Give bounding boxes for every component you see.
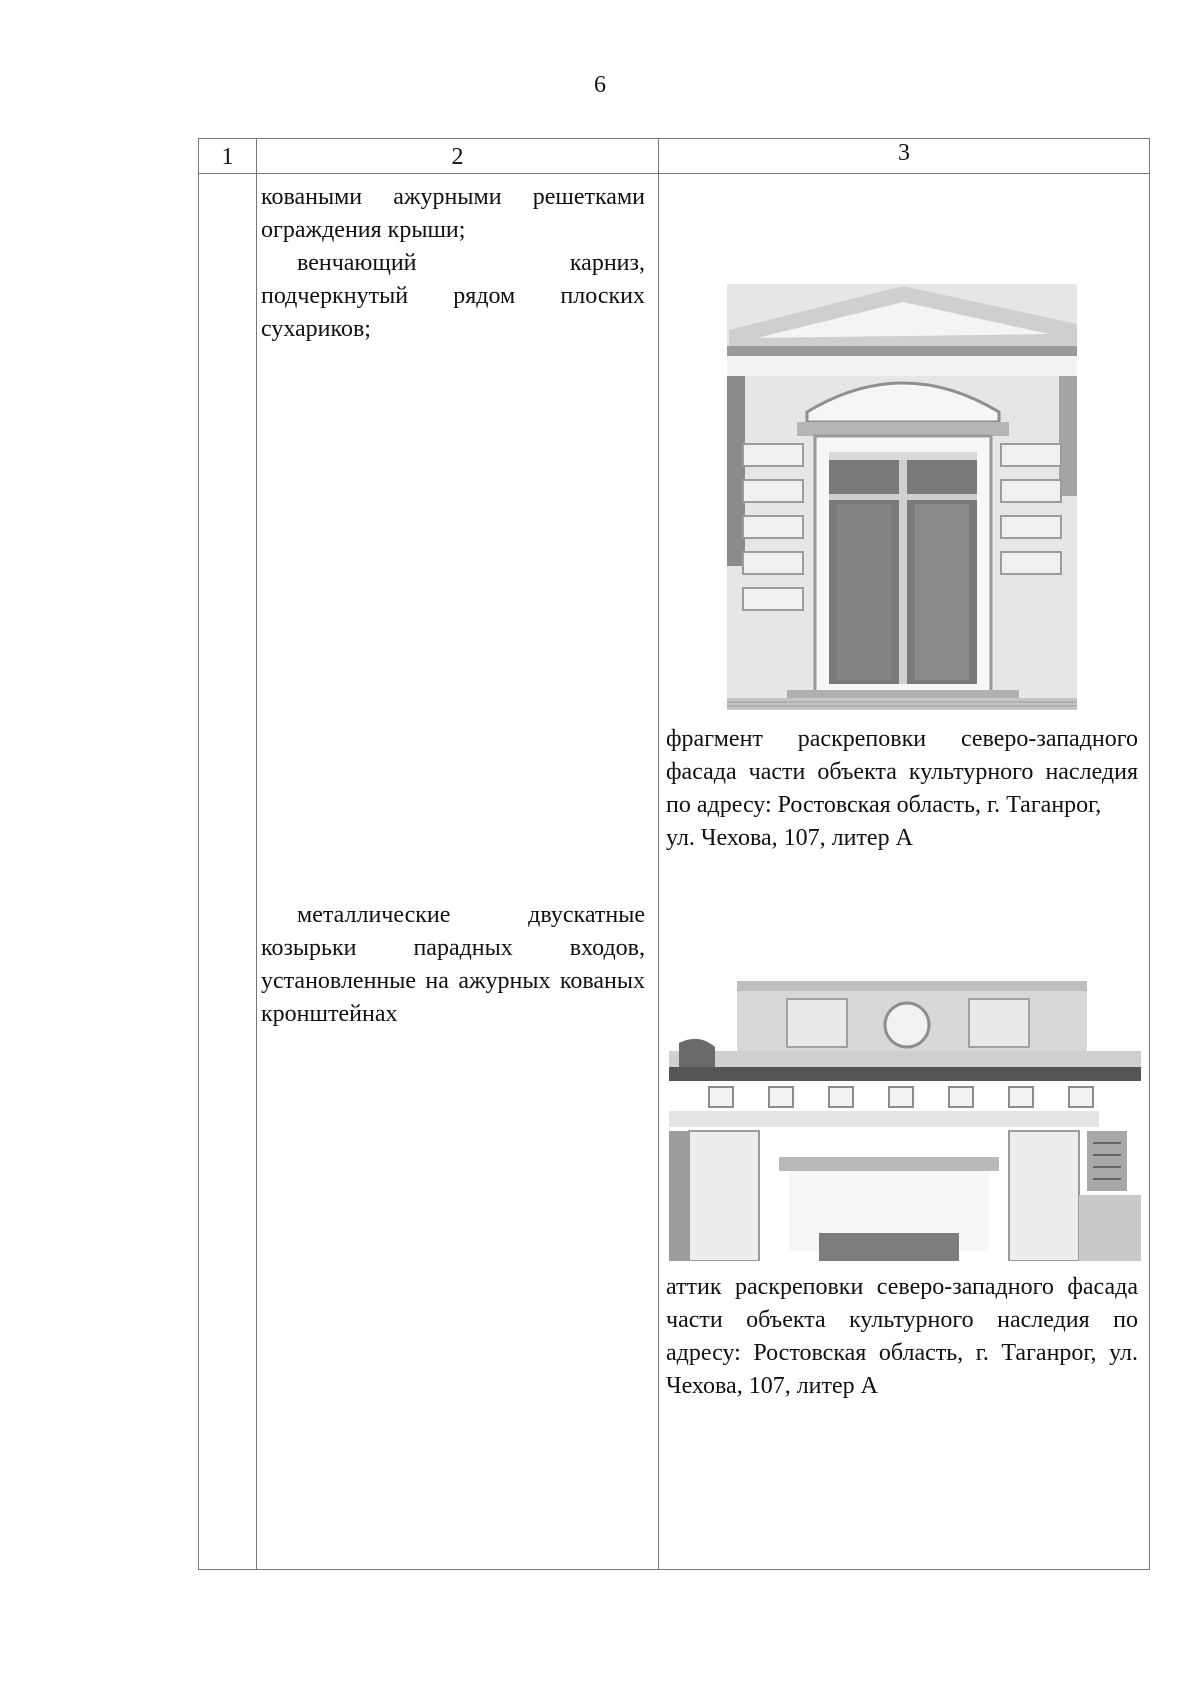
caption-line: фрагмент раскреповки северо-западного фасада части объекта культурного наследия по адресу: Ростовская область, г. Таганрог,: [666, 726, 1138, 818]
page-number: 6: [594, 72, 606, 98]
photo-caption-attic: [666, 1271, 1138, 1403]
caption-line: аттик раскреповки северо-западного фасада части объекта культурного наследия по адресу: Ростовская область, г. Таганрог, ул. Чехова, 107, литер А: [666, 1274, 1138, 1399]
description-line: венчающий карниз, подчеркнутый рядом плоских сухариков;: [261, 250, 645, 342]
description-line: металлические двускатные козырьки парадных входов, установленные на ажурных кованых кронштейнах: [261, 902, 645, 1027]
caption-line: ул. Чехова, 107, литер А: [666, 825, 913, 851]
facade-window-photo: [727, 284, 1077, 710]
element-description-canopies: [261, 899, 645, 1031]
header-col-1: 1: [221, 144, 234, 170]
header-col-2: 2: [451, 144, 464, 170]
facade-attic-photo: [669, 981, 1141, 1261]
photo-caption-window: [666, 723, 1138, 855]
column-divider: [658, 139, 659, 1569]
header-col-3: 3: [898, 140, 910, 166]
header-divider: [199, 173, 1149, 174]
column-divider: [256, 139, 257, 1569]
heritage-table: [198, 138, 1150, 1570]
description-line: коваными ажурными решетками ограждения крыши;: [261, 184, 645, 243]
element-description-roof: [261, 181, 645, 346]
